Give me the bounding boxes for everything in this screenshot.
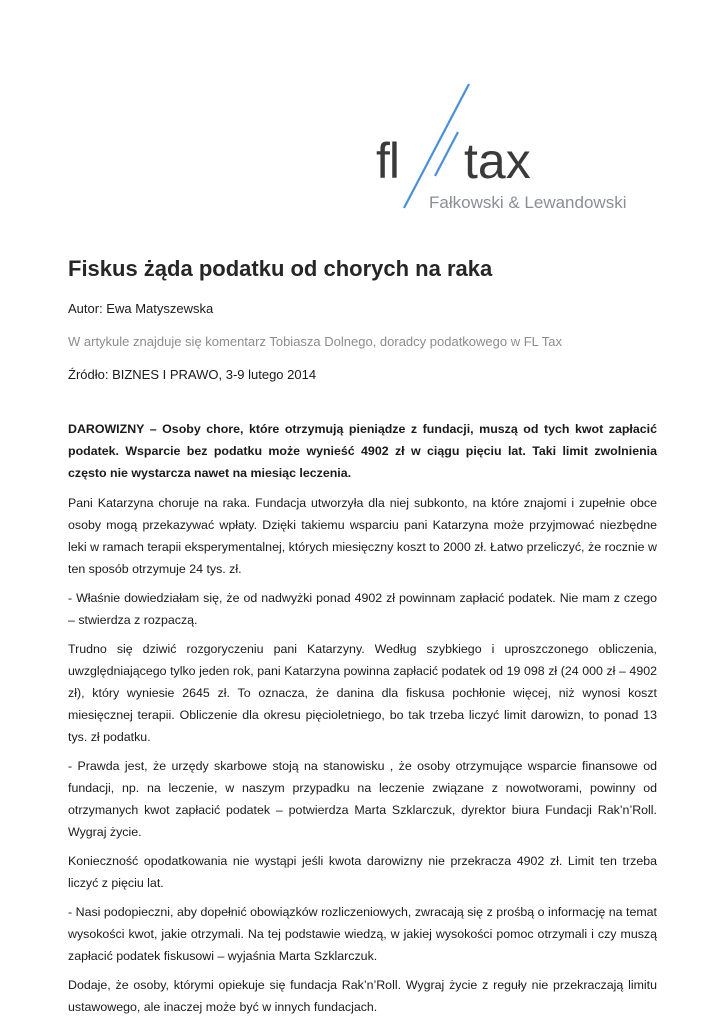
article-paragraph: Pani Katarzyna choruje na raka. Fundacja utworzyła dla niej subkonto, na które znajomi i zupełnie obce osoby mogą przekazywać wpłaty. Dzięki takiemu wsparciu pani Katarzyna może przyjmować niezbędne leki w ramach terapii eksperymentalnej, których miesięczny koszt to 2000 zł. Łatwo przeliczyć, że rocznie w ten sposób otrzymuje 24 tys. zł. (68, 496, 657, 576)
fl-tax-logo (372, 80, 632, 215)
logo-slash-short (435, 132, 458, 176)
article-lead: DAROWIZNY – Osoby chore, które otrzymują pieniądze z fundacji, muszą od tych kwot zapłacić podatek. Wsparcie bez podatku może wynieść 4902 zł w ciągu pięciu lat. Taki limit zwolnienia często nie wystarcza nawet na miesiąc leczenia. (68, 422, 657, 480)
article-paragraph: Dodaje, że osoby, którymi opiekuje się fundacja Rak’n’Roll. Wygraj życie z reguły nie przekraczają limitu ustawowego, ale inaczej może być w innych fundacjach. (68, 978, 657, 1014)
article-paragraph: - Nasi podopieczni, aby dopełnić obowiązków rozliczeniowych, zwracają się z prośbą o informację na temat wysokości kwot, jakie otrzymali. Na tej podstawie wiedzą, w jakiej wysokości pomoc otrzymali i czy muszą zapłacić podatek fiskusowi – wyjaśnia Marta Szklarczuk. (68, 905, 657, 963)
article-source: Źródło: BIZNES I PRAWO, 3-9 lutego 2014 (68, 367, 317, 382)
logo-tax-text: tax (464, 133, 531, 189)
article-title: Fiskus żąda podatku od chorych na raka (68, 256, 493, 281)
logo-slash-long (404, 84, 469, 208)
article-paragraph: - Prawda jest, że urzędy skarbowe stoją na stanowisku , że osoby otrzymujące wsparcie finansowe od fundacji, np. na leczenie, w naszym przypadku na leczenie związane z nowotworami, powinny od otrzymanych kwot zapłacić podatek – potwierdza Marta Szklarczuk, dyrektor biura Fundacji Rak’n’Roll. Wygraj życie. (68, 759, 657, 839)
article-paragraph: Trudno się dziwić rozgoryczeniu pani Katarzyny. Według szybkiego i uproszczonego obliczenia, uwzględniającego tylko jeden rok, pani Katarzyna powinna zapłacić podatek od 19 098 zł (24 000 zł – 4902 zł), który wyniesie 2645 zł. To oznacza, że danina dla fiskusa pochłonie więcej, niż wynosi koszt miesięcznej terapii. Obliczenie dla okresu pięcioletniego, bo tak trzeba liczyć limit darowizn, to ponad 13 tys. zł podatku. (68, 642, 657, 744)
logo-subtitle: Fałkowski & Lewandowski (429, 193, 627, 212)
article-comment-note: W artykule znajduje się komentarz Tobiasza Dolnego, doradcy podatkowego w FL Tax (68, 334, 563, 349)
logo-fl-text: fl (376, 133, 399, 189)
article-author: Autor: Ewa Matyszewska (68, 301, 214, 316)
article-paragraph: - Właśnie dowiedziałam się, że od nadwyżki ponad 4902 zł powinnam zapłacić podatek. Nie mam z czego – stwierdza z rozpaczą. (68, 591, 657, 627)
article (68, 254, 657, 1025)
article-paragraph: Konieczność opodatkowania nie wystąpi jeśli kwota darowizny nie przekracza 4902 zł. Limit ten trzeba liczyć z pięciu lat. (68, 854, 657, 890)
